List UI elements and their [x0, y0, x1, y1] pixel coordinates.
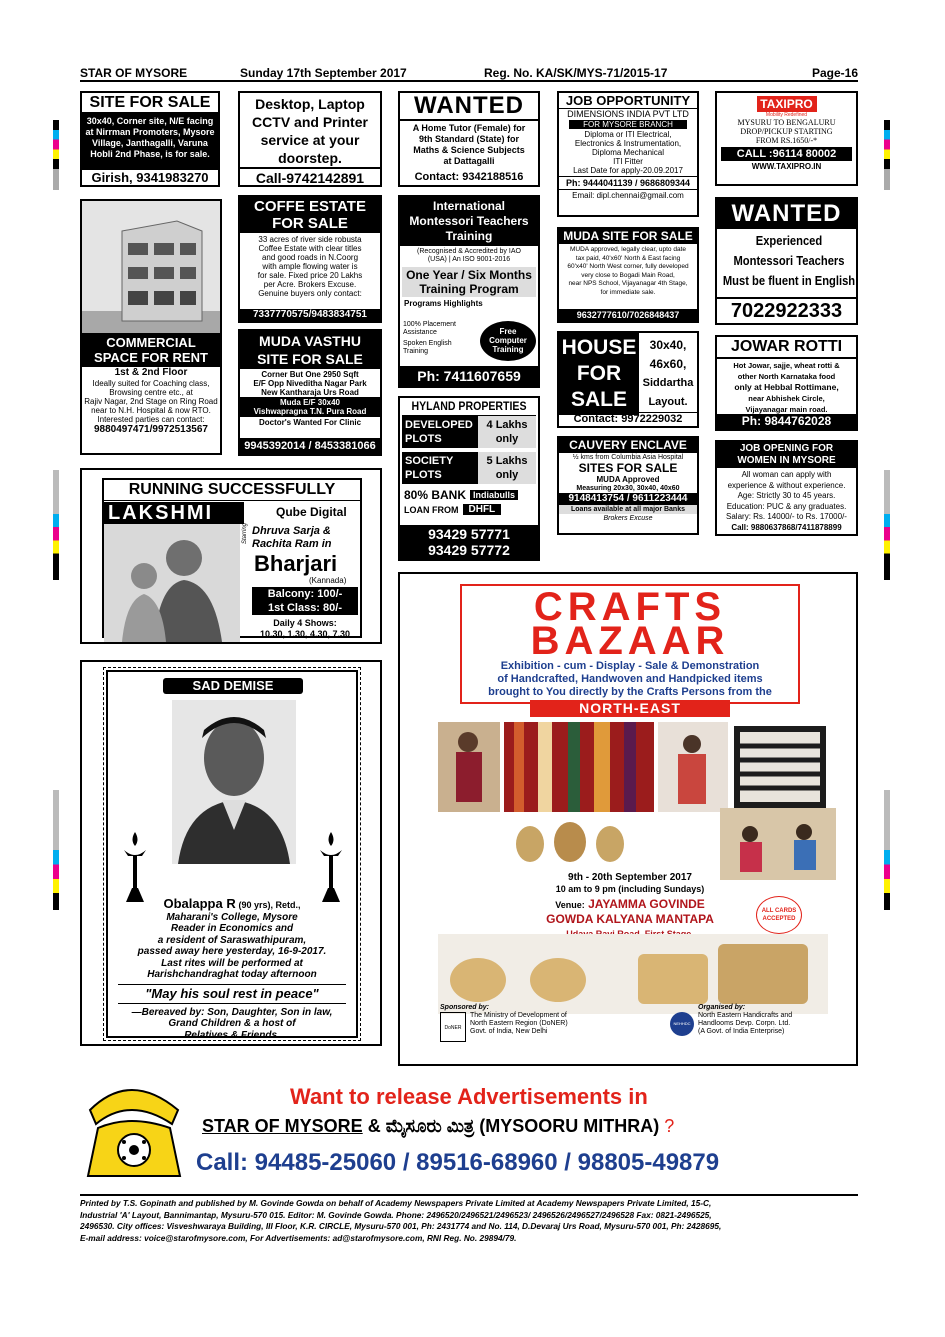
telephone-icon — [80, 1070, 188, 1182]
ad-muda-site — [557, 227, 699, 323]
ad-title: JOWAR ROTTI — [717, 337, 856, 359]
row-developed — [402, 415, 536, 448]
nehhdc-logo: NEHHDC — [670, 1012, 694, 1036]
ad-subtitle: ½ kms from Columbia Asia Hospital — [572, 454, 684, 461]
headline: SITES FOR SALE — [578, 461, 678, 475]
oil-lamp-icon — [122, 832, 148, 902]
ad-wanted-tutor — [398, 91, 540, 187]
ad-title: COMMERCIAL SPACE FOR RENT — [82, 333, 220, 367]
ad-phone: Ph: 9844762028 — [717, 414, 856, 429]
ticket-prices: Balcony: 100/- 1st Class: 80/- — [252, 587, 358, 615]
ad-body: A Home Tutor (Female) for 9th Standard (State) for Maths & Science Subjects at Dattagalli — [412, 123, 526, 166]
movie-language: (Kannada) — [309, 576, 347, 585]
ad-title: JOB OPPORTUNITY — [559, 93, 697, 109]
venue: Venue: JAYAMMA GOVINDE GOWDA KALYANA MANTAPA — [546, 897, 714, 926]
cinema-inner — [102, 478, 362, 638]
ad-phone: 9632777610/7026848437 — [559, 309, 697, 321]
paper-mysooru-mithra-kannada: ಮೈಸೂರು ಮಿತ್ರ — [385, 1116, 475, 1136]
movie-title: Bharjari — [254, 551, 338, 576]
ad-job-women — [715, 440, 858, 536]
tagline: Mobility Redefined — [765, 112, 808, 118]
brokers: Brokers Excuse — [603, 515, 653, 522]
movie-poster-photo — [104, 524, 240, 642]
ad-title: SAD DEMISE — [163, 678, 303, 694]
shows: Daily 4 Shows: 10.30, 1.30, 4.30, 7.30 — [259, 618, 351, 639]
organiser-label: Organised by: — [698, 1004, 746, 1011]
ad-crafts-bazaar — [398, 572, 858, 1066]
ad-phone: Ph: 7411607659 — [400, 366, 538, 386]
loan-row: LOAN FROM DHFL — [400, 502, 538, 515]
ad-body: MYSURU TO BENGALURU DROP/PICKUP STARTING FROM RS.1650/-* — [737, 118, 836, 145]
ad-cctv-service — [238, 91, 382, 187]
rip-quote: "May his soul rest in peace" — [118, 984, 346, 1004]
event-hours: 10 am to 9 pm (including Sundays) — [555, 884, 705, 894]
ad-phone: 9880497471/9972513567 — [93, 424, 208, 435]
region-banner: NORTH-EAST — [530, 700, 730, 717]
floor: 1st & 2nd Floor — [114, 367, 188, 378]
doctors-wanted: Doctor's Wanted For Clinic — [258, 418, 362, 427]
ad-phones: 93429 57771 93429 57772 — [400, 525, 538, 559]
ad-body-secondary: Muda E/F 30x40 Vishwapragna T.N. Pura Road — [240, 397, 380, 417]
ad-contact: Contact: 9342188516 — [414, 171, 524, 183]
color-registration-marks-left — [53, 470, 59, 580]
ad-release-advertisements — [80, 1070, 860, 1186]
muda-approved: MUDA Approved — [596, 475, 660, 484]
accreditation: (Recognised & Accredited by IAO (USA) | An ISO 9001-2016 — [417, 248, 521, 263]
deceased-name: Obalappa R — [163, 896, 236, 911]
ad-title: International Montessori Teachers Training — [400, 197, 538, 246]
ad-phone: Ph: 9444041139 / 9686809344 — [559, 176, 697, 190]
ad-coffee-estate — [238, 195, 382, 323]
color-registration-marks-right — [884, 790, 890, 910]
stars: Dhruva Sarja & Rachita Ram in — [252, 525, 332, 550]
highlights-label: Programs Highlights — [404, 299, 483, 308]
ad-title: WANTED — [400, 93, 538, 121]
bullets: 100% Placement Assistance Spoken English Training — [403, 321, 456, 355]
loans: Loans available at all major Banks — [559, 505, 697, 514]
ad-contact: Girish, 9341983270 — [91, 170, 209, 185]
event-dates: 9th - 20th September 2017 — [568, 872, 692, 883]
sizes: 30x40, 46x60, Siddartha Layout. — [642, 338, 694, 408]
row-label: SOCIETY PLOTS — [402, 452, 478, 484]
building-photo — [82, 201, 220, 333]
page-header — [80, 66, 858, 82]
ad-title: JOB OPENING FOR WOMEN IN MYSORE — [717, 442, 856, 468]
ad-montessori-training — [398, 195, 540, 388]
ad-body: Desktop, Laptop CCTV and Printer service at your doorstep. — [252, 96, 368, 166]
ad-muda-vasthu — [238, 329, 382, 456]
ad-title: WANTED — [717, 199, 856, 229]
bamboo-crafts-photo — [510, 814, 640, 864]
ad-phone: 7022922333 — [717, 297, 856, 323]
sponsor-label: Sponsored by: — [440, 1004, 490, 1011]
free-computer-badge: Free Computer Training — [480, 321, 536, 361]
program: One Year / Six Months Training Program — [402, 267, 536, 297]
handicraft-photos — [438, 722, 828, 812]
ad-call: CALL :96114 80002 — [721, 147, 852, 161]
weavers-photo — [720, 808, 836, 880]
ad-title: SITE FOR SALE — [82, 93, 218, 114]
bank-row: 80% BANK Indiabulls — [400, 484, 538, 502]
ad-site-for-sale — [80, 91, 220, 187]
ad-wanted-teachers — [715, 197, 858, 325]
ad-body: Hot Jowar, sajje, wheat rotti & other North Karnataka food only at Hebbal Rottimane, near Abhishek Circle, Vijayanagar main road. — [733, 361, 840, 414]
ad-job-opportunity — [557, 91, 699, 217]
crafts-description: Exhibition - cum - Display - Sale & Demonstration of Handcrafted, Handwoven and Handpicked items brought to You directly by the Crafts Persons from the — [488, 660, 772, 698]
cards-accepted-badge: ALL CARDS ACCEPTED — [756, 896, 802, 934]
company-name: DIMENSIONS INDIA PVT LTD — [567, 109, 689, 119]
ad-title: HYLAND PROPERTIES — [411, 399, 527, 413]
portrait-photo — [172, 700, 296, 864]
ad-body: MUDA approved, legally clear, upto date tax paid, 40'x60' North & East facing 60'x40' North West corner, fully developed very close to Bogadi Main Road, near NPS School, Vijayanagar 4th Stage, for immediate sale. — [567, 246, 689, 296]
theatre-name: LAKSHMI — [104, 502, 244, 524]
release-papers: STAR OF MYSORE & ಮೈಸೂರು ಮಿತ್ರ (MYSOORU MITHRA) ? — [202, 1116, 675, 1136]
ad-cinema-lakshmi — [80, 468, 382, 644]
ad-body: 33 acres of river side robusta Coffee Estate with clear titles and good roads in N.Coorg with ample flowing water is for sale. Fixed price 20 Lakhs per Acre. Brokers Excuse. Genuine buyers only contact: — [257, 235, 363, 298]
imprint-footer: Printed by T.S. Gopinath and published by M. Govinde Gowda on behalf of Academy Newspapers Private Limited at Academy Newspapers Private Limited, 15-C, Industrial 'A' Layout, Bannimantap, Mysuru-570 015. Editor: M. Govinde Gowda. Phone: 2496520/2496521/2496523/ 2496526/2496527/2496528 Fax: 0821-2496525, 2496530. City offices: Visveshwaraya Building, III Floor, K.R. CIRCLE, Mysuru-570 001, Ph: 2431774 and No. 114, D.Devaraj Urs Road, Mysuru-570 001, Ph: 2428695, E-mail address: voice@starofmysore.com, For Advertisements: ad@starofmysore.com, RNI Reg. No. 29894/79. — [80, 1194, 858, 1244]
ad-contact: Contact: 9972229032 — [559, 412, 697, 426]
obituary-border — [106, 670, 358, 1041]
page-number: Page-16 — [811, 66, 858, 80]
ad-commercial-space — [80, 199, 222, 455]
starring-label: Starring — [242, 522, 248, 544]
ad-taxipro — [715, 91, 858, 186]
color-registration-marks-right — [884, 120, 890, 190]
ad-body: All woman can apply with experience & without experience. Age: Strictly 30 to 45 years. Education: PUC & any graduates. Salary: Rs. 14000/- to Rs. 17000/- Call: 9880637868/7411878899 — [726, 470, 847, 532]
ad-house-for-sale — [557, 331, 699, 428]
ad-body: Diploma or ITI Electrical, Electronics & Instrumentation, Diploma Mechanical ITI Fitter Last Date for apply-20.09.2017 — [573, 130, 683, 175]
ad-phone: 7337770575/9483834751 — [240, 309, 380, 321]
color-registration-marks-left — [53, 790, 59, 910]
paper-name: STAR OF MYSORE — [80, 66, 188, 80]
cane-furniture-photo — [438, 934, 828, 1014]
organiser-block — [670, 1004, 850, 1036]
doner-emblem: DoNER — [440, 1012, 466, 1042]
ad-phone: 9148413754 / 9611223444 — [559, 493, 697, 505]
ad-phone: 9945392014 / 8453381066 — [240, 438, 380, 454]
ad-title: HOUSE FOR SALE — [559, 333, 639, 415]
issue-date: Sunday 17th September 2017 — [240, 66, 407, 80]
ad-website: WWW.TAXIPRO.IN — [751, 162, 822, 171]
qube-digital: Qube Digital — [276, 505, 347, 519]
sponsor-name: The Ministry of Development of North Eastern Region (DoNER) Govt. of India, New Delhi — [470, 1012, 568, 1035]
ad-title: MUDA VASTHU SITE FOR SALE — [240, 331, 380, 369]
ad-email: Email: dipl.chennai@gmail.com — [572, 191, 684, 200]
branch: FOR MYSORE BRANCH — [569, 120, 687, 129]
ad-body: Experienced Montessori Teachers Must be fluent in English — [722, 233, 856, 288]
crafts-title-banner — [460, 584, 800, 704]
ad-cauvery-enclave — [557, 436, 699, 535]
oil-lamp-icon — [318, 832, 344, 902]
ad-jowar-rotti — [715, 335, 858, 431]
release-call: Call: 94485-25060 / 89516-68960 / 98805-49879 — [196, 1149, 720, 1176]
running-text: RUNNING SUCCESSFULLY — [104, 480, 360, 501]
ad-body: Ideally suited for Coaching class, Browsing centre etc., at Rajiv Nagar, 2nd Stage on Ring Road near to N.H. Hospital & now RTO. Interested parties can contact: — [84, 379, 218, 424]
crafts-title: CRAFTS BAZAAR — [530, 585, 730, 663]
color-registration-marks-right — [884, 470, 890, 580]
ad-title: MUDA SITE FOR SALE — [559, 229, 697, 244]
paper-star-of-mysore: STAR OF MYSORE — [202, 1116, 363, 1136]
ad-body: 30x40, Corner site, N/E facing at Nirrman Promoters, Mysore Village, Janthagalli, Varuna Hobli 2nd Phase, is for sale. — [82, 114, 218, 170]
obituary-text: Obalappa R (90 yrs), Retd., Maharani's College, Mysore Reader in Economics and a resident of Saraswathipuram, passed away here yesterday, 16-9-2017. Last rites will be performed at Harishchandraghat today afternoon "May his soul rest in peace" —Bereaved by: Son, Daughter, Son in law, Grand Children & a host of Relatives & Friends. — [108, 898, 356, 1041]
row-label: DEVELOPED PLOTS — [402, 416, 478, 448]
ad-title: CAUVERY ENCLAVE — [559, 438, 697, 453]
ad-title: COFFE ESTATE FOR SALE — [240, 197, 380, 233]
organiser-name: North Eastern Handicrafts and Handlooms Devp. Corpn. Ltd. (A Govt. of India Enterprise) — [698, 1012, 793, 1035]
row-price: 4 Lakhs only — [478, 416, 536, 448]
row-society — [402, 452, 536, 484]
release-headline: Want to release Advertisements in — [290, 1084, 648, 1109]
ad-sad-demise — [80, 660, 382, 1046]
row-price: 5 Lakhs only — [478, 452, 536, 484]
taxipro-logo: TAXIPRO — [757, 96, 817, 112]
ad-call: Call-9742142891 — [240, 167, 380, 187]
ad-body: Corner But One 2950 Sqft E/F Opp Niveditha Nagar Park New Kantharaja Urs Road — [253, 370, 367, 397]
color-registration-marks-left — [53, 120, 59, 190]
ad-hyland-properties — [398, 396, 540, 561]
measure: Measuring 20x30, 30x40, 40x60 — [576, 485, 680, 492]
registration-number: Reg. No. KA/SK/MYS-71/2015-17 — [484, 66, 668, 80]
sponsor-block — [440, 1004, 620, 1042]
